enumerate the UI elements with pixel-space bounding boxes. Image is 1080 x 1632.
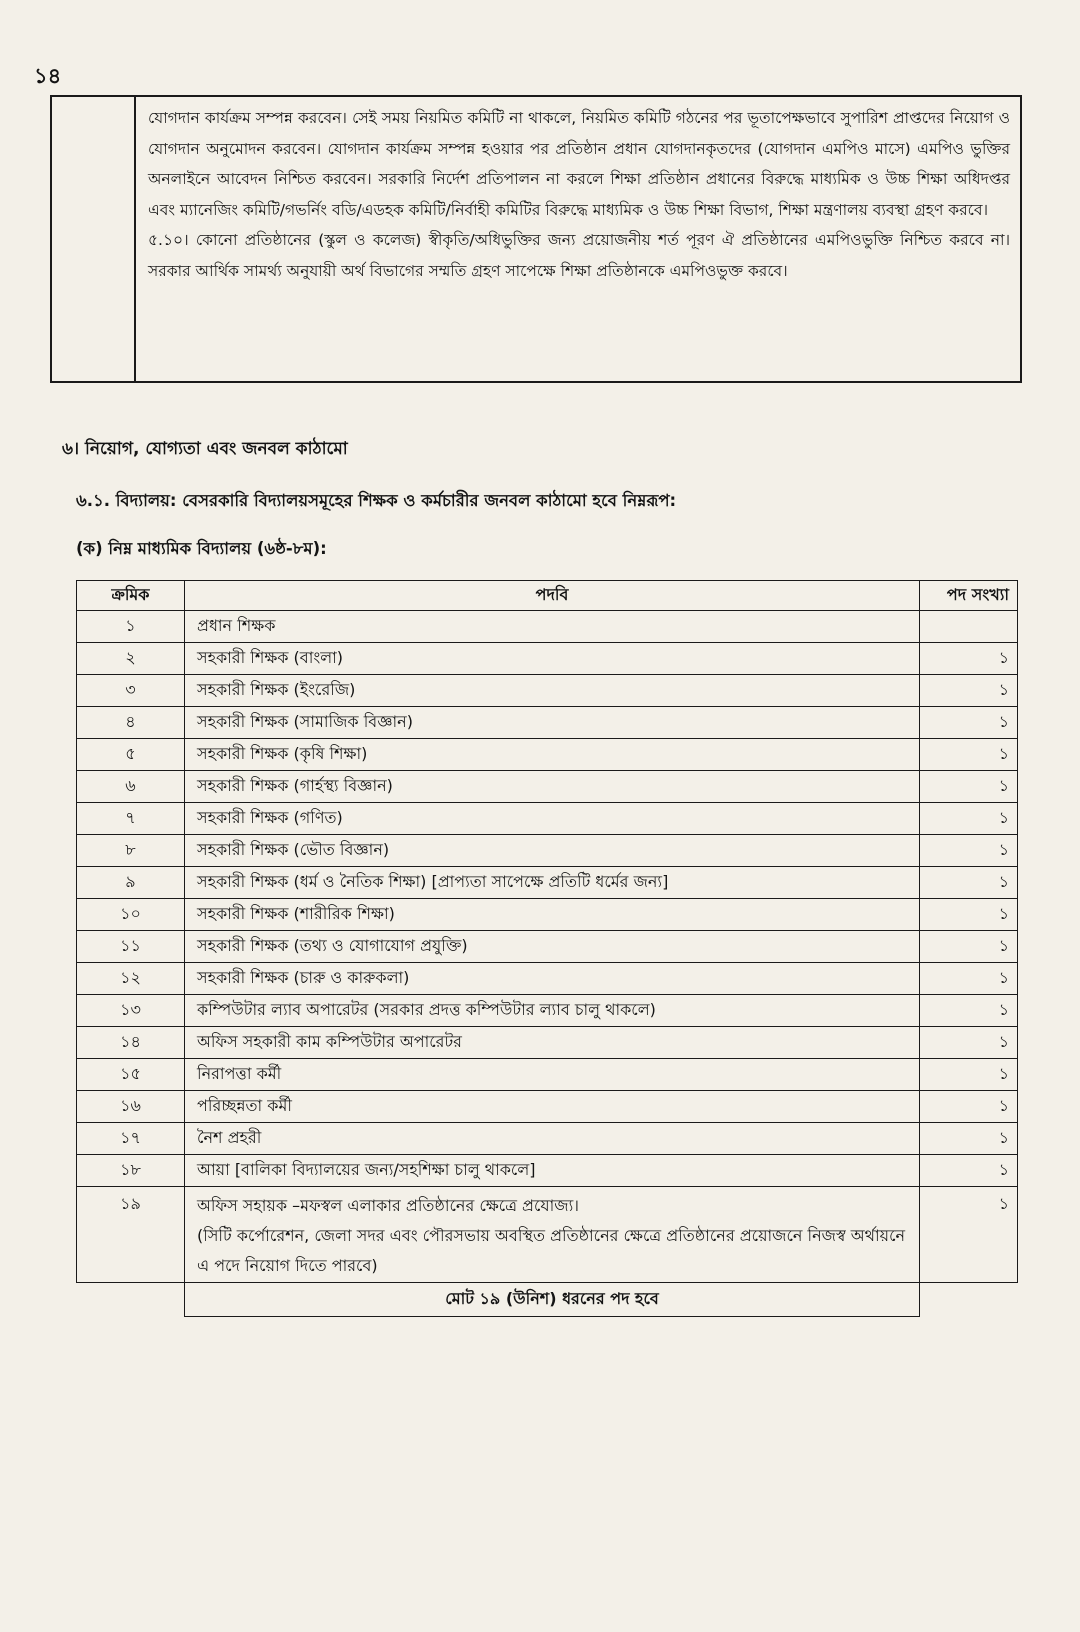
row-post: সহকারী শিক্ষক (ভৌত বিজ্ঞান) [185,835,920,867]
table-row [77,803,1018,835]
row-post: সহকারী শিক্ষক (তথ্য ও যোগাযোগ প্রযুক্তি) [185,931,920,963]
row-post: সহকারী শিক্ষক (ধর্ম ও নৈতিক শিক্ষা) [প্রাপ্যতা সাপেক্ষে প্রতিটি ধর্মের জন্য] [185,867,920,899]
row-serial: ১৯ [77,1187,185,1283]
table-row [77,1155,1018,1187]
table-row [77,1027,1018,1059]
row-post: সহকারী শিক্ষক (কৃষি শিক্ষা) [185,739,920,771]
row-count: ১ [920,1027,1018,1059]
row-serial: ১৩ [77,995,185,1027]
header-serial: ক্রমিক [77,581,185,611]
row-serial: ১২ [77,963,185,995]
box-paragraph-1: যোগদান কার্যক্রম সম্পন্ন করবেন। সেই সময় নিয়মিত কমিটি না থাকলে, নিয়মিত কমিটি গঠনের পর ভূতাপেক্ষভাবে সুপারিশ প্রাপ্তদের নিয়োগ ও যোগদান অনুমোদন করবেন। যোগদান কার্যক্রম সম্পন্ন হওয়ার পর প্রতিষ্ঠান প্রধান যোগদানকৃতদের (যোগদান এমপিও মাসে) এমপিও ভুক্তির অনলাইনে আবেদন নিশ্চিত করবেন। সরকারি নির্দেশ প্রতিপালন না করলে শিক্ষা প্রতিষ্ঠান প্রধানের বিরুদ্ধে মাধ্যমিক ও উচ্চ শিক্ষা অধিদপ্তর এবং ম্যানেজিং কমিটি/গভর্নিং বডি/এডহক কমিটি/নির্বাহী কমিটির বিরুদ্ধে মাধ্যমিক ও উচ্চ শিক্ষা বিভাগ, শিক্ষা মন্ত্রণালয় ব্যবস্থা গ্রহণ করবে। [148,109,1010,219]
row-post: আয়া [বালিকা বিদ্যালয়ের জন্য/সহশিক্ষা চালু থাকলে] [185,1155,920,1187]
table-row [77,771,1018,803]
row-post: সহকারী শিক্ষক (শারীরিক শিক্ষা) [185,899,920,931]
row-count: ১ [920,1155,1018,1187]
row-post: সহকারী শিক্ষক (গার্হস্থ্য বিজ্ঞান) [185,771,920,803]
table-row [77,835,1018,867]
row-serial: ২ [77,643,185,675]
row-count: ১ [920,867,1018,899]
row-post: সহকারী শিক্ষক (চারু ও কারুকলা) [185,963,920,995]
table-row [77,1059,1018,1091]
section-6-1-heading: ৬.১. বিদ্যালয়: বেসরকারি বিদ্যালয়সমূহের শিক্ষক ও কর্মচারীর জনবল কাঠামো হবে নিম্নরূপ: [76,491,677,510]
section-6-heading: ৬। নিয়োগ, যোগ্যতা এবং জনবল কাঠামো [62,439,348,459]
table-row [77,611,1018,643]
staff-structure-table [76,580,1018,1317]
row-serial: ১৪ [77,1027,185,1059]
table-header-row [77,581,1018,611]
row-count: ১ [920,675,1018,707]
table-row [77,931,1018,963]
box-left-cell [52,97,136,381]
row-serial: ৮ [77,835,185,867]
row-serial: ৬ [77,771,185,803]
row-count: ১ [920,707,1018,739]
row-post-line-2: (সিটি কর্পোরেশন, জেলা সদর এবং পৌরসভায় অবস্থিত প্রতিষ্ঠানের ক্ষেত্রে প্রতিষ্ঠানের প্রয়োজনে নিজস্ব অর্থায়নে এ পদে নিয়োগ দিতে পারবে) [197,1226,906,1275]
table-row [77,995,1018,1027]
table-row [77,739,1018,771]
row-count: ১ [920,643,1018,675]
table-row [77,707,1018,739]
row-count: ১ [920,899,1018,931]
table-row [77,675,1018,707]
continuation-box [50,95,1022,383]
row-post: নিরাপত্তা কর্মী [185,1059,920,1091]
row-count: ১ [920,1123,1018,1155]
row-serial: ১৮ [77,1155,185,1187]
row-count: ১ [920,995,1018,1027]
category-ka-heading: (ক) নিম্ন মাধ্যমিক বিদ্যালয় (৬ষ্ঠ-৮ম): [76,539,327,558]
header-post: পদবি [185,581,920,611]
table-row [77,1123,1018,1155]
row-post-line-1: অফিস সহায়ক –মফস্বল এলাকার প্রতিষ্ঠানের ক্ষেত্রে প্রযোজ্য। [197,1196,579,1215]
table-row [77,867,1018,899]
row-serial: ৫ [77,739,185,771]
row-count: ১ [920,1059,1018,1091]
total-spacer [77,1283,185,1317]
row-count: ১ [920,963,1018,995]
table-row [77,963,1018,995]
row-count: ১ [920,803,1018,835]
row-count: ১ [920,1187,1018,1283]
row-serial: ১১ [77,931,185,963]
row-post: সহকারী শিক্ষক (ইংরেজি) [185,675,920,707]
row-serial: ৪ [77,707,185,739]
row-count: ১ [920,771,1018,803]
row-count [920,611,1018,643]
row-post: সহকারী শিক্ষক (গণিত) [185,803,920,835]
page-number: ১৪ [34,64,62,88]
table-total-row [77,1283,1018,1317]
row-post: সহকারী শিক্ষক (সামাজিক বিজ্ঞান) [185,707,920,739]
row-post: নৈশ প্রহরী [185,1123,920,1155]
row-post: অফিস সহকারী কাম কম্পিউটার অপারেটর [185,1027,920,1059]
total-spacer-right [920,1283,1018,1317]
row-count: ১ [920,931,1018,963]
table-row [77,1187,1018,1283]
row-count: ১ [920,1091,1018,1123]
header-count: পদ সংখ্যা [920,581,1018,611]
row-serial: ৯ [77,867,185,899]
row-serial: ৭ [77,803,185,835]
row-serial: ১০ [77,899,185,931]
row-post: পরিচ্ছন্নতা কর্মী [185,1091,920,1123]
row-serial: ৩ [77,675,185,707]
row-post [185,1187,920,1283]
row-serial: ১৭ [77,1123,185,1155]
row-serial: ১৬ [77,1091,185,1123]
row-serial: ১৫ [77,1059,185,1091]
row-post: সহকারী শিক্ষক (বাংলা) [185,643,920,675]
total-label: মোট ১৯ (উনিশ) ধরনের পদ হবে [185,1283,920,1317]
row-count: ১ [920,835,1018,867]
box-paragraph-2: ৫.১০। কোনো প্রতিষ্ঠানের (স্কুল ও কলেজ) স্বীকৃতি/অধিভুক্তির জন্য প্রয়োজনীয় শর্ত পূরণ ঐ প্রতিষ্ঠানের এমপিওভুক্তি নিশ্চিত করবে না। সরকার আর্থিক সামর্থ্য অনুযায়ী অর্থ বিভাগের সম্মতি গ্রহণ সাপেক্ষে শিক্ষা প্রতিষ্ঠানকে এমপিওভুক্ত করবে। [148,231,1010,280]
row-serial: ১ [77,611,185,643]
table-row [77,1091,1018,1123]
box-text [148,103,1010,286]
row-count: ১ [920,739,1018,771]
row-post: প্রধান শিক্ষক [185,611,920,643]
table-row [77,899,1018,931]
table-row [77,643,1018,675]
row-post: কম্পিউটার ল্যাব অপারেটর (সরকার প্রদত্ত কম্পিউটার ল্যাব চালু থাকলে) [185,995,920,1027]
